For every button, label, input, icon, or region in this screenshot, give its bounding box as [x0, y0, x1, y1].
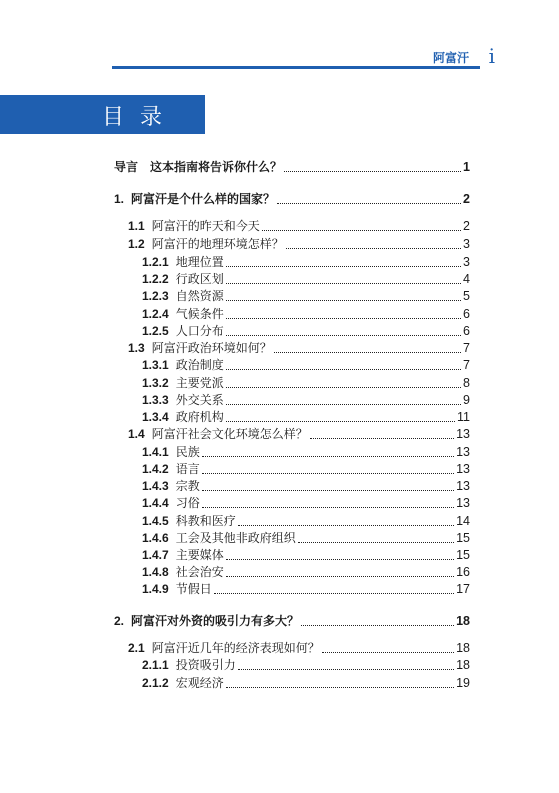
- toc-entry-page: 1: [463, 160, 470, 174]
- toc-leader-dots: [238, 669, 454, 670]
- toc-entry-title: 工会及其他非政府组织: [175, 531, 296, 545]
- toc-entry-number: 1.2.3: [142, 289, 169, 303]
- toc-leader-dots: [202, 507, 454, 508]
- toc-entry-title: 宏观经济: [175, 676, 224, 690]
- toc-entry-number: 1.1: [128, 219, 145, 233]
- toc-entry-page: 11: [457, 410, 470, 424]
- toc-entry-number: 1.4.6: [142, 531, 169, 545]
- toc-entry-title: 科教和医疗: [175, 514, 236, 528]
- toc-entry-page: 3: [463, 255, 470, 269]
- page-number: i: [488, 44, 495, 68]
- toc-entry-title: 阿富汗社会文化环境怎么样？: [151, 427, 308, 441]
- toc-entry-page: 13: [456, 445, 470, 459]
- toc-entry-title: 习俗: [175, 496, 200, 510]
- toc-entry-number: 1.3.2: [142, 376, 169, 390]
- toc-entry-number: 1.3: [128, 341, 145, 355]
- toc-leader-dots: [202, 456, 454, 457]
- toc-entry[interactable]: [128, 217, 470, 234]
- toc-entry-title: 阿富汗的地理环境怎样？: [151, 237, 284, 251]
- toc-entry-number: 1.4.5: [142, 514, 169, 528]
- toc-entry[interactable]: [142, 356, 470, 373]
- toc-entry[interactable]: [142, 674, 470, 691]
- toc-leader-dots: [277, 203, 461, 204]
- toc-entry-number: 1.2: [128, 237, 145, 251]
- toc-entry-title: 外交关系: [175, 393, 224, 407]
- toc-entry-page: 8: [463, 376, 470, 390]
- toc-entry-number: 1.2.4: [142, 307, 169, 321]
- toc-entry[interactable]: [128, 339, 470, 356]
- toc-heading: 目录: [102, 105, 179, 130]
- toc-entry-title: 行政区划: [175, 272, 224, 286]
- toc-entry-number: 1.4.9: [142, 582, 169, 596]
- toc-entry-title: 社会治安: [175, 565, 224, 579]
- toc-entry-page: 13: [456, 427, 470, 441]
- toc-entry[interactable]: [142, 374, 470, 391]
- toc-entry-page: 17: [456, 582, 470, 596]
- toc-leader-dots: [226, 266, 461, 267]
- toc-entry-title: 节假日: [175, 582, 212, 596]
- toc-leader-dots: [286, 248, 461, 249]
- toc-entry-page: 7: [463, 341, 470, 355]
- toc-entry-page: 2: [463, 192, 470, 206]
- toc-entry-title: 主要媒体: [175, 548, 224, 562]
- toc-entry-page: 5: [463, 289, 470, 303]
- toc-entry-number: 1.4.2: [142, 462, 169, 476]
- toc-entry[interactable]: [142, 391, 470, 408]
- toc-entry-number: 1.2.5: [142, 324, 169, 338]
- toc-entry[interactable]: [142, 253, 470, 270]
- toc-banner: [0, 95, 205, 134]
- toc-leader-dots: [301, 625, 454, 626]
- toc-entry-title: 语言: [175, 462, 200, 476]
- toc-entry[interactable]: [128, 425, 470, 442]
- toc-entry-number: 导言: [114, 160, 139, 174]
- toc-entry[interactable]: [114, 190, 470, 207]
- toc-entry-title: 阿富汗政治环境如何？: [151, 341, 272, 355]
- toc-entry[interactable]: [142, 305, 470, 322]
- toc-entry-page: 6: [463, 307, 470, 321]
- toc-entry[interactable]: [142, 322, 470, 339]
- toc-entry-title: 这本指南将告诉你什么？: [150, 160, 283, 174]
- toc-entry-page: 4: [463, 272, 470, 286]
- toc-entry[interactable]: [142, 287, 470, 304]
- toc-entry-title: 政治制度: [175, 358, 224, 372]
- toc-entry-page: 13: [456, 479, 470, 493]
- toc-leader-dots: [274, 352, 461, 353]
- toc-leader-dots: [202, 473, 454, 474]
- toc-entry[interactable]: [142, 477, 470, 494]
- toc-leader-dots: [214, 593, 454, 594]
- toc-entry[interactable]: [128, 235, 470, 252]
- toc-entry[interactable]: [142, 512, 470, 529]
- toc-entry-number: 2.: [114, 614, 125, 628]
- toc-entry-page: 13: [456, 496, 470, 510]
- toc-entry-number: 1.4.1: [142, 445, 169, 459]
- header-rule: [112, 66, 480, 69]
- toc-entry-page: 14: [456, 514, 470, 528]
- toc-entry-number: 2.1.2: [142, 676, 169, 690]
- toc-entry[interactable]: [142, 563, 470, 580]
- toc-entry-number: 1.2.2: [142, 272, 169, 286]
- toc-leader-dots: [284, 171, 461, 172]
- toc-leader-dots: [202, 490, 454, 491]
- toc-entry-number: 1.2.1: [142, 255, 169, 269]
- toc-leader-dots: [262, 230, 461, 231]
- toc-leader-dots: [226, 283, 461, 284]
- toc-entry-number: 1.4: [128, 427, 145, 441]
- toc-leader-dots: [226, 387, 461, 388]
- toc-entry-title: 民族: [175, 445, 200, 459]
- toc-leader-dots: [322, 652, 454, 653]
- toc-entry-number: 2.1.1: [142, 658, 169, 672]
- toc-entry[interactable]: [142, 460, 470, 477]
- toc-entry-title: 阿富汗的昨天和今天: [151, 219, 260, 233]
- toc-leader-dots: [226, 369, 461, 370]
- toc-entry[interactable]: [142, 546, 470, 563]
- toc-leader-dots: [226, 318, 461, 319]
- toc-entry[interactable]: [142, 443, 470, 460]
- toc-entry-page: 7: [463, 358, 470, 372]
- toc-leader-dots: [226, 576, 454, 577]
- toc-leader-dots: [226, 300, 461, 301]
- toc-entry-number: 1.4.4: [142, 496, 169, 510]
- toc-entry-page: 9: [463, 393, 470, 407]
- toc-leader-dots: [310, 438, 454, 439]
- toc-entry-page: 19: [456, 676, 470, 690]
- toc-entry-title: 投资吸引力: [175, 658, 236, 672]
- toc-entry-number: 1.4.3: [142, 479, 169, 493]
- toc-entry[interactable]: [142, 529, 470, 546]
- toc-entry-page: 13: [456, 462, 470, 476]
- toc-entry-title: 气候条件: [175, 307, 224, 321]
- toc-leader-dots: [238, 525, 454, 526]
- toc-entry[interactable]: [114, 158, 470, 175]
- toc-entry[interactable]: [142, 270, 470, 287]
- toc-leader-dots: [226, 421, 455, 422]
- toc-entry-title: 政府机构: [175, 410, 224, 424]
- toc-entry-page: 2: [463, 219, 470, 233]
- running-header-title: 阿富汗: [432, 51, 469, 65]
- toc-entry-number: 1.4.8: [142, 565, 169, 579]
- toc-entry[interactable]: [142, 408, 470, 425]
- toc-entry-number: 2.1: [128, 641, 145, 655]
- toc-entry-page: 6: [463, 324, 470, 338]
- toc-leader-dots: [298, 542, 454, 543]
- toc-entry[interactable]: [114, 612, 470, 629]
- toc-entry-title: 主要党派: [175, 376, 224, 390]
- toc-entry-number: 1.3.3: [142, 393, 169, 407]
- toc-entry-page: 18: [456, 614, 470, 628]
- toc-leader-dots: [226, 335, 461, 336]
- toc-entry-title: 宗教: [175, 479, 200, 493]
- toc-entry[interactable]: [128, 639, 470, 656]
- toc-entry-title: 阿富汗近几年的经济表现如何？: [151, 641, 320, 655]
- toc-entry[interactable]: [142, 580, 470, 597]
- toc-entry-number: 1.4.7: [142, 548, 169, 562]
- toc-entry-title: 阿富汗对外资的吸引力有多大？: [131, 614, 300, 628]
- toc-entry-page: 3: [463, 237, 470, 251]
- toc-entry-title: 地理位置: [175, 255, 224, 269]
- toc-leader-dots: [226, 687, 454, 688]
- toc-entry-title: 人口分布: [175, 324, 224, 338]
- toc-entry-title: 阿富汗是个什么样的国家？: [131, 192, 276, 206]
- toc-entry-page: 16: [456, 565, 470, 579]
- toc-entry-number: 1.3.1: [142, 358, 169, 372]
- toc-entry[interactable]: [142, 494, 470, 511]
- toc-entry-number: 1.3.4: [142, 410, 169, 424]
- toc-entry-page: 15: [456, 531, 470, 545]
- toc-entry-number: 1.: [114, 192, 125, 206]
- toc-entry-page: 18: [456, 658, 470, 672]
- toc-entry[interactable]: [142, 656, 470, 673]
- toc-entry-page: 18: [456, 641, 470, 655]
- toc-leader-dots: [226, 404, 461, 405]
- toc-entry-page: 15: [456, 548, 470, 562]
- toc-leader-dots: [226, 559, 454, 560]
- toc-entry-title: 自然资源: [175, 289, 224, 303]
